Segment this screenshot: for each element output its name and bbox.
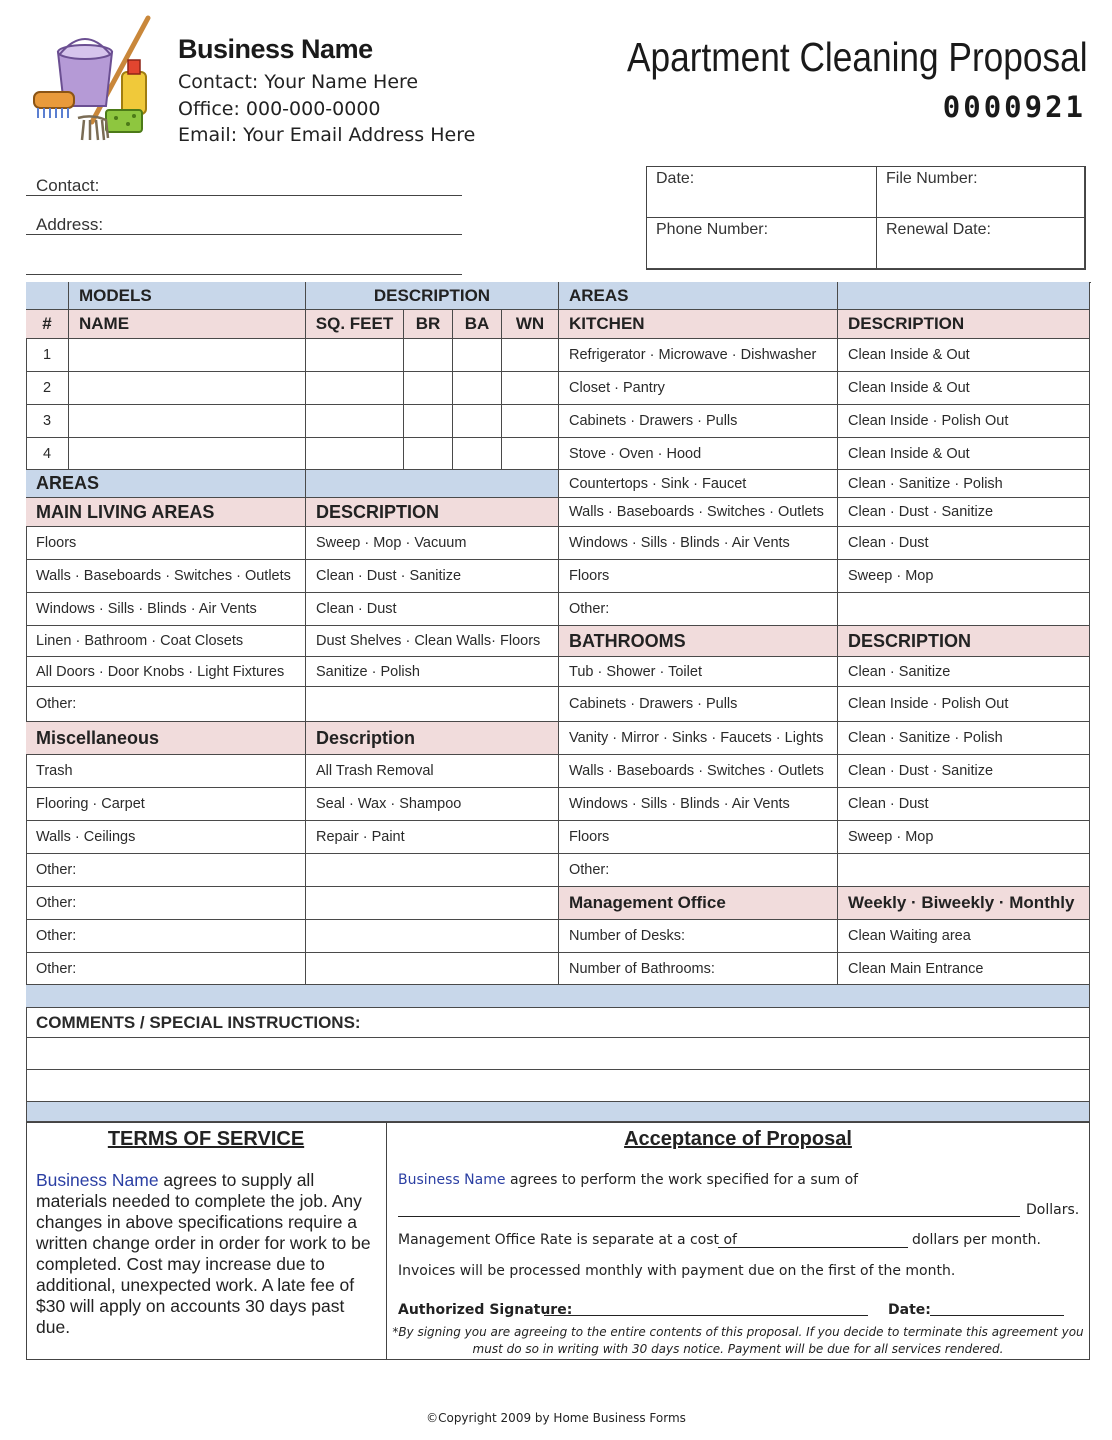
phone-number-label: Phone Number: [656, 221, 769, 238]
main-living-item-desc-text: Clean · Dust · Sanitize [316, 568, 462, 584]
misc-item-text: Other: [36, 895, 77, 911]
kitchen-item-desc [838, 438, 1090, 470]
model-row-num-text: 1 [42, 347, 52, 363]
misc-item-desc [306, 788, 559, 821]
kitchen-item [559, 372, 838, 405]
kitchen-item-text: Walls · Baseboards · Switches · Outlets [569, 504, 824, 520]
kitchen-item-desc [838, 498, 1090, 527]
bathroom-item [559, 657, 838, 687]
models-col-1-text: NAME [79, 314, 130, 333]
misc-item-desc-text: Seal · Wax · Shampoo [316, 796, 462, 812]
renewal-date-field[interactable] [877, 218, 1085, 269]
misc-item-desc [306, 755, 559, 788]
models-col-4 [453, 310, 502, 339]
management-item-desc-text: Clean Waiting area [848, 928, 971, 944]
main-living-item-text: Linen · Bathroom · Coat Closets [36, 633, 244, 649]
main-living-desc-title [306, 498, 559, 527]
kitchen-item-desc-text: Clean Inside · Polish Out [848, 413, 1009, 429]
main-living-item-desc-text: Dust Shelves · Clean Walls· Floors [316, 633, 541, 649]
model-row-num-text: 4 [42, 445, 52, 462]
areas-spacer [306, 470, 559, 498]
areas-title-text: AREAS [36, 473, 100, 493]
model-wn-field[interactable] [502, 438, 559, 470]
misc-item-desc [306, 821, 559, 854]
model-br-field[interactable] [404, 339, 453, 372]
main-living-item-desc [306, 560, 559, 593]
bathroom-item-text: Vanity · Mirror · Sinks · Faucets · Lights [569, 730, 824, 746]
proposal-number: 0000921 [942, 90, 1086, 124]
comments-line-1[interactable] [26, 1038, 1090, 1070]
models-title-text: MODELS [79, 285, 152, 305]
bathroom-item [559, 687, 838, 722]
kitchen-item [559, 470, 838, 498]
signature-label: Authorized Signature: [398, 1302, 573, 1318]
model-wn-field[interactable] [502, 405, 559, 438]
kitchen-item-text: Countertops · Sink · Faucet [569, 475, 747, 492]
mgmt-rate-field[interactable] [718, 1230, 908, 1248]
misc-item-desc [306, 920, 559, 953]
document-title: Apartment Cleaning Proposal [627, 34, 1088, 80]
model-ba-field[interactable] [453, 405, 502, 438]
management-item-text: Number of Desks: [569, 928, 686, 944]
bathroom-item-desc [838, 722, 1090, 755]
main-living-item-desc [306, 527, 559, 560]
main-living-item [26, 560, 306, 593]
dollars-label: Dollars. [1026, 1202, 1080, 1218]
misc-item-text: Walls · Ceilings [36, 829, 136, 845]
kitchen-item [559, 339, 838, 372]
bathrooms-title-text: BATHROOMS [569, 630, 686, 651]
management-schedule-text: Weekly · Biweekly · Monthly [848, 893, 1075, 912]
misc-item-desc [306, 953, 559, 985]
comments-title-text: COMMENTS / SPECIAL INSTRUCTIONS: [36, 1012, 361, 1032]
main-living-item [26, 626, 306, 657]
business-contact: Contact: Your Name Here [178, 71, 419, 93]
bathroom-item-desc-text: Clean · Dust · Sanitize [848, 763, 994, 779]
bathroom-item-text: Floors [569, 829, 610, 845]
models-col-3-text: BR [415, 314, 441, 333]
signature-field[interactable] [544, 1298, 868, 1316]
kitchen-item-desc-text: Clean · Sanitize · Polish [848, 475, 1003, 492]
acceptance-title: Acceptance of Proposal [624, 1128, 852, 1150]
model-ba-field[interactable] [453, 438, 502, 470]
model-name-field[interactable] [69, 405, 306, 438]
bathroom-item-desc-text: Clean · Sanitize [848, 663, 951, 680]
main-living-item[interactable] [26, 687, 306, 722]
misc-title [26, 722, 306, 755]
bathroom-item [559, 755, 838, 788]
file-number-label: File Number: [886, 170, 978, 187]
areas-title [26, 470, 306, 498]
model-row-num [26, 372, 69, 405]
misc-item [26, 821, 306, 854]
misc-item-desc [306, 854, 559, 887]
client-contact-field[interactable] [26, 195, 462, 196]
kitchen-item-text: Cabinets · Drawers · Pulls [569, 413, 738, 429]
kitchen-item-text: Other: [569, 601, 610, 617]
models-col-0-text: # [42, 314, 52, 333]
models-col-2 [306, 310, 404, 339]
agreement-note-line-1: *By signing you are agreeing to the entire contents of this proposal. If you decide to terminate this agreement you [392, 1325, 1084, 1339]
client-address-label: Address: [36, 215, 104, 234]
kitchen-item-desc [838, 405, 1090, 438]
bathrooms-desc-title [838, 626, 1090, 657]
main-living-item-text: Windows · Sills · Blinds · Air Vents [36, 601, 257, 617]
bathroom-item-desc [838, 821, 1090, 854]
model-br-field[interactable] [404, 438, 453, 470]
kitchen-title [559, 310, 838, 339]
main-living-item-desc [306, 687, 559, 722]
kitchen-item-desc-text: Clean · Dust [848, 535, 929, 551]
bathroom-item-text: Cabinets · Drawers · Pulls [569, 696, 738, 712]
model-wn-field[interactable] [502, 339, 559, 372]
misc-item[interactable] [26, 887, 306, 920]
main-living-item-text: Floors [36, 535, 77, 551]
model-wn-field[interactable] [502, 372, 559, 405]
kitchen-item-desc-text: Clean Inside & Out [848, 347, 970, 363]
models-col-5-text: WN [515, 314, 545, 333]
models-description-title [306, 282, 559, 310]
misc-item-text: Flooring · Carpet [36, 796, 145, 812]
misc-item-text: Other: [36, 960, 77, 977]
bathroom-item-desc-text: Clean · Sanitize · Polish [848, 730, 1003, 746]
models-title [69, 282, 306, 310]
file-number-field[interactable] [877, 167, 1085, 218]
misc-item [26, 788, 306, 821]
kitchen-item-desc [838, 527, 1090, 560]
phone-number-field[interactable] [647, 218, 877, 269]
kitchen-item [559, 498, 838, 527]
model-sqft-field[interactable] [306, 339, 404, 372]
kitchen-item-desc [838, 560, 1090, 593]
bathroom-item-text: Tub · Shower · Toilet [569, 663, 702, 680]
kitchen-item-desc [838, 339, 1090, 372]
copyright: ©Copyright 2009 by Home Business Forms [426, 1411, 686, 1425]
kitchen-item-desc [838, 372, 1090, 405]
business-office: Office: 000-000-0000 [178, 98, 381, 120]
bathroom-item-desc-text: Clean Inside · Polish Out [848, 696, 1009, 712]
terms-text [36, 1170, 381, 1338]
business-name: Business Name [178, 34, 373, 64]
main-living-title [26, 498, 306, 527]
main-living-item-desc [306, 657, 559, 687]
management-item-desc-text: Clean Main Entrance [848, 960, 984, 977]
bathrooms-title [559, 626, 838, 657]
main-living-item [26, 657, 306, 687]
management-schedule [838, 887, 1090, 920]
terms-title: TERMS OF SERVICE [107, 1128, 305, 1150]
management-title [559, 887, 838, 920]
bathroom-item [559, 821, 838, 854]
misc-item-desc [306, 887, 559, 920]
kitchen-item [559, 560, 838, 593]
kitchen-item-desc [838, 593, 1090, 626]
separator-bar-bottom [26, 1102, 1090, 1122]
main-living-item [26, 593, 306, 626]
kitchen-areas-title-text: AREAS [569, 285, 629, 305]
date-field[interactable] [647, 167, 877, 218]
terms-body: agrees to supply all materials needed to complete the job. Any changes in above specifications require a written change order in order for work to be completed. Cost may increase due to additional, unexpected work. A late fee of $30 will apply on accounts 30 days past due. [36, 1170, 371, 1337]
management-item[interactable] [559, 920, 838, 953]
per-month-label: dollars per month. [912, 1232, 1041, 1248]
model-name-field[interactable] [69, 339, 306, 372]
main-living-item-desc-text: Clean · Dust [316, 601, 397, 617]
invoices-text: Invoices will be processed monthly with payment due on the first of the month. [398, 1263, 956, 1279]
kitchen-item-text: Floors [569, 568, 610, 584]
renewal-date-label: Renewal Date: [886, 221, 991, 238]
models-col-0 [26, 310, 69, 339]
bathroom-item-desc [838, 657, 1090, 687]
model-sqft-field[interactable] [306, 405, 404, 438]
model-row-num-text: 3 [42, 413, 52, 429]
mgmt-rate-label: Management Office Rate is separate at a cost of [398, 1232, 737, 1248]
model-name-field[interactable] [69, 438, 306, 470]
kitchen-item-desc-text: Sweep · Mop [848, 568, 934, 584]
bathroom-item-text: Walls · Baseboards · Switches · Outlets [569, 763, 824, 779]
kitchen-item-desc [838, 470, 1090, 498]
main-living-item-desc-text: Sweep · Mop · Vacuum [316, 535, 467, 551]
main-living-item-desc [306, 626, 559, 657]
management-item-text: Number of Bathrooms: [569, 960, 715, 977]
model-sqft-field[interactable] [306, 438, 404, 470]
acceptance-date-field[interactable] [930, 1298, 1064, 1316]
client-contact-label: Contact: [36, 176, 100, 195]
bathroom-item-desc-text: Sweep · Mop [848, 829, 934, 845]
model-br-field[interactable] [404, 405, 453, 438]
management-item-desc [838, 953, 1090, 985]
main-living-item-desc [306, 593, 559, 626]
models-hdr-spacer [26, 282, 69, 310]
bathroom-item-desc [838, 687, 1090, 722]
management-title-text: Management Office [569, 893, 726, 912]
kitchen-areas-spacer [838, 282, 1090, 310]
kitchen-item[interactable] [559, 593, 838, 626]
model-ba-field[interactable] [453, 339, 502, 372]
business-email: Email: Your Email Address Here [178, 124, 476, 146]
misc-desc-title [306, 722, 559, 755]
models-col-2-text: SQ. FEET [315, 314, 394, 333]
model-row-num [26, 405, 69, 438]
bathroom-item-text: Windows · Sills · Blinds · Air Vents [569, 796, 790, 812]
bathroom-item [559, 788, 838, 821]
kitchen-item-desc-text: Clean Inside & Out [848, 380, 970, 396]
agreement-note-line-2: must do so in writing with 30 days notice. Payment will be due for all services rendered. [472, 1342, 1004, 1356]
misc-item[interactable] [26, 920, 306, 953]
misc-item-desc-text: All Trash Removal [316, 763, 434, 779]
kitchen-item-text: Closet · Pantry [569, 380, 665, 396]
kitchen-item [559, 527, 838, 560]
acceptance-date-label: Date: [888, 1302, 931, 1318]
acceptance-line-1 [398, 1172, 858, 1188]
model-row-num [26, 339, 69, 372]
misc-item-text: Other: [36, 928, 77, 944]
management-item[interactable] [559, 953, 838, 985]
kitchen-item-desc-text: Clean Inside & Out [848, 445, 970, 462]
misc-desc-title-text: Description [316, 727, 416, 748]
bathroom-item-desc-text: Clean · Dust [848, 796, 929, 812]
comments-line-2[interactable] [26, 1070, 1090, 1102]
kitchen-areas-title [559, 282, 838, 310]
separator-bar [26, 985, 1090, 1008]
kitchen-desc-title-text: DESCRIPTION [848, 314, 965, 333]
models-col-4-text: BA [464, 314, 490, 333]
kitchen-item [559, 438, 838, 470]
main-living-title-text: MAIN LIVING AREAS [36, 501, 215, 522]
management-item-desc [838, 920, 1090, 953]
bathroom-item-text: Other: [569, 862, 610, 878]
model-sqft-field[interactable] [306, 372, 404, 405]
misc-item-desc-text: Repair · Paint [316, 829, 405, 845]
model-row-num [26, 438, 69, 470]
bathrooms-desc-title-text: DESCRIPTION [848, 630, 972, 651]
comments-title [26, 1008, 1090, 1038]
main-living-desc-title-text: DESCRIPTION [316, 501, 440, 522]
model-ba-field[interactable] [453, 372, 502, 405]
models-col-1 [69, 310, 306, 339]
cleaning-supplies-icon [30, 14, 170, 144]
main-living-item [26, 527, 306, 560]
kitchen-item-desc-text: Clean · Dust · Sanitize [848, 504, 994, 520]
model-name-field[interactable] [69, 372, 306, 405]
section-divider [386, 1122, 387, 1360]
kitchen-title-text: KITCHEN [569, 314, 645, 333]
models-description-title-text: DESCRIPTION [373, 285, 491, 305]
bathroom-item [559, 722, 838, 755]
main-living-item-desc-text: Sanitize · Polish [316, 663, 420, 680]
bathroom-item[interactable] [559, 854, 838, 887]
main-living-item-text: Walls · Baseboards · Switches · Outlets [36, 568, 291, 584]
misc-title-text: Miscellaneous [36, 727, 160, 748]
date-label: Date: [656, 170, 695, 187]
acceptance-business-name: Business Name [398, 1172, 506, 1188]
client-address-field[interactable] [26, 234, 462, 235]
terms-business-name: Business Name [36, 1170, 159, 1190]
misc-item-text: Trash [36, 763, 73, 779]
misc-item-text: Other: [36, 862, 77, 878]
kitchen-desc-title [838, 310, 1090, 339]
bathroom-item-desc [838, 854, 1090, 887]
sum-field[interactable] [398, 1200, 1020, 1217]
main-living-item-text: Other: [36, 696, 77, 712]
bathroom-item-desc [838, 755, 1090, 788]
info-box [646, 166, 1086, 270]
kitchen-item-text: Windows · Sills · Blinds · Air Vents [569, 535, 790, 551]
model-br-field[interactable] [404, 372, 453, 405]
models-col-5 [502, 310, 559, 339]
misc-item[interactable] [26, 854, 306, 887]
acceptance-line1-text: agrees to perform the work specified for a sum of [505, 1172, 859, 1188]
models-col-3 [404, 310, 453, 339]
model-row-num-text: 2 [42, 380, 52, 396]
misc-item [26, 755, 306, 788]
kitchen-item [559, 405, 838, 438]
misc-item[interactable] [26, 953, 306, 985]
main-living-item-text: All Doors · Door Knobs · Light Fixtures [36, 663, 285, 680]
kitchen-item-text: Stove · Oven · Hood [569, 445, 702, 462]
client-address-field-2[interactable] [26, 274, 462, 275]
bathroom-item-desc [838, 788, 1090, 821]
kitchen-item-text: Refrigerator · Microwave · Dishwasher [569, 347, 817, 363]
